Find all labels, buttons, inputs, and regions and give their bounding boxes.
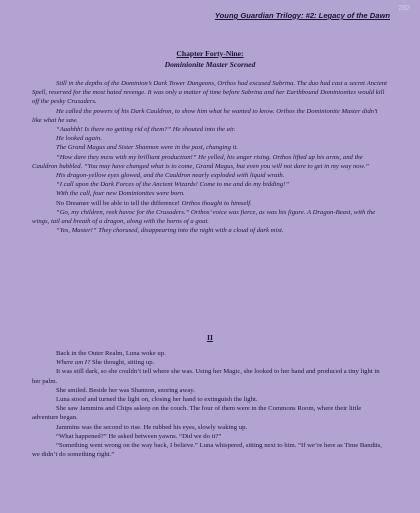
paragraph: With the call, four new Dominionites were born. [56, 190, 185, 198]
paragraph: He called the powers of his Dark Cauldron, to show him what he wanted to know. Orthos the Dominionite Master didn’t like what he saw. [32, 107, 378, 124]
section-one-text [32, 79, 388, 235]
paragraph: Luna stood and turned the light on, closing her hand to extinguish the light. [56, 396, 258, 404]
paragraph: Jammins was the second to rise. He rubbed his eyes, slowly waking up. [56, 423, 248, 431]
paragraph-dreamer [32, 199, 388, 208]
paragraph: She smiled. Beside her was Shannon, snoring away. [56, 386, 195, 394]
paragraph-text: She thought, sitting up. [91, 359, 155, 367]
paragraph: “What happened?” He asked between yawns. “Did we do it?” [56, 432, 222, 440]
paragraph: Back in the Outer Realm, Luna woke up. [56, 350, 166, 357]
paragraph: “I call upon the Dark Forces of the Ancient Wizards! Come to me and do my bidding!” [56, 181, 290, 189]
paragraph: “How dare they mess with my brilliant production!” He yelled, his anger rising. Orthos lifted up his arms, and the Cauldron bubbled. “You may have changed what is to come, Grand Magus, but even you will not dare to get in my way now.” [32, 153, 370, 170]
running-head: Young Guardian Trilogy: #2: Legacy of the Dawn [214, 11, 390, 20]
paragraph: “Aaahhh! Is there no getting rid of them?” He shouted into the air. [56, 126, 236, 134]
paragraph [32, 358, 388, 367]
paragraph: “Yes, Master!” They chorused, disappearing into the night with a cloud of dark mist. [56, 227, 284, 235]
chapter-subtitle: Dominionite Master Scorned [164, 60, 256, 69]
dreamer-line-text: No Dreamer will be able to tell the difference! [56, 199, 180, 207]
paragraph: Still in the depths of the Dominion’s Dark Tower Dungeons, Orthos had excused Sabrina. The duo had cast a secret Ancient Spell, reserved for the most hated revenge. It was only a matter of time before Sabrina and her Earthbound Dominionites would kill off the pesky Crusaders. [32, 80, 388, 106]
paragraph: The Grand Magus and Sister Shannon were in the past, changing it. [56, 144, 238, 152]
paragraph: She saw Jammins and Chips asleep on the couch. The four of them were in the Commons Room, where their little adventure began. [32, 405, 362, 422]
inner-thought: Where am I? [56, 359, 91, 367]
section-two-text [32, 349, 388, 459]
paragraph: “Go, my children, reek havoc for the Crusaders.” Orthos’ voice was fierce, as was his figure. A Dragon-Beast, with the wings, tail and breath of a dragon, along with the horns of a goat. [32, 208, 376, 226]
paragraph: His dragon-yellow eyes glowed, and the Cauldron nearly exploded with liquid wrath. [56, 172, 285, 180]
chapter-title: Chapter Forty-Nine: [176, 49, 244, 58]
paragraph: “Something went wrong on the way back, I believe.” Luna whispered, sitting next to him. “If we’re here as Time Bandits, we didn’t do something right.” [32, 442, 382, 459]
page-number: 282 [398, 5, 410, 12]
dreamer-line-thought: Orthos thought to himself. [181, 199, 252, 207]
paragraph: It was still dark, so she couldn’t tell where she was. Using her Magic, she looked to her hand and produced a tiny light in her palm. [32, 368, 380, 385]
paragraph: He looked again. [56, 135, 102, 143]
section-break-heading: II [207, 333, 213, 342]
